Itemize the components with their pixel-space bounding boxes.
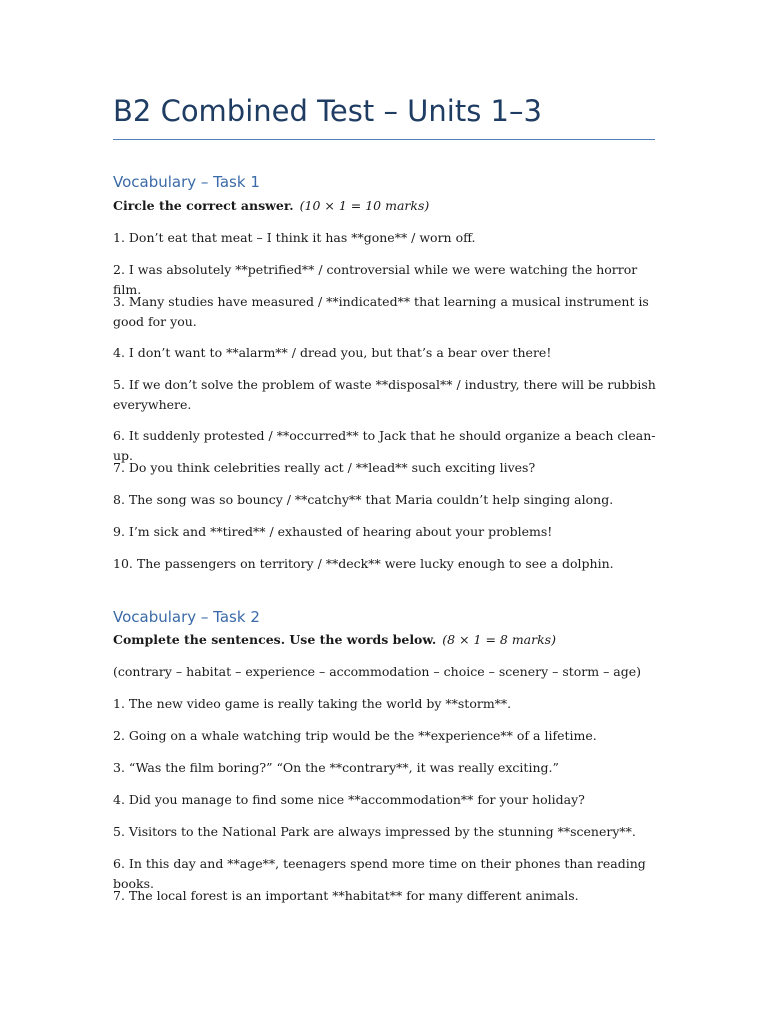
task2-item: 4. Did you manage to find some nice **accommodation** for your holiday?: [113, 792, 585, 807]
task2-word-bank: (contrary – habitat – experience – accommodation – choice – scenery – storm – age): [113, 664, 642, 679]
task1-item: 8. The song was so bouncy / **catchy** that Maria couldn’t help singing along.: [113, 492, 614, 507]
task1-item: 1. Don’t eat that meat – I think it has **gone** / worn off.: [113, 230, 476, 245]
task2-item: 2. Going on a whale watching trip would be the **experience** of a lifetime.: [113, 728, 597, 743]
title-divider: [113, 139, 655, 140]
task1-item: 3. Many studies have measured / **indicated** that learning a musical instrument is good for you.: [113, 294, 649, 329]
task2-item: 1. The new video game is really taking the world by **storm**.: [113, 696, 512, 711]
task2-item: 3. “Was the film boring?” “On the **contrary**, it was really exciting.”: [113, 760, 559, 775]
task2-marks: (8 × 1 = 8 marks): [442, 632, 556, 647]
task2-item: 5. Visitors to the National Park are always impressed by the stunning **scenery**.: [113, 824, 636, 839]
task1-item: 7. Do you think celebrities really act / **lead** such exciting lives?: [113, 460, 536, 475]
task1-item: 10. The passengers on territory / **deck** were lucky enough to see a dolphin.: [113, 556, 614, 571]
task2-item: 7. The local forest is an important **habitat** for many different animals.: [113, 888, 579, 903]
task1-item: 2. I was absolutely **petrified** / controversial while we were watching the horror film.: [113, 262, 638, 297]
page-title: B2 Combined Test – Units 1–3: [113, 94, 542, 128]
task1-heading: Vocabulary – Task 1: [113, 173, 260, 191]
task1-item: 5. If we don’t solve the problem of waste **disposal** / industry, there will be rubbish everywhere.: [113, 377, 656, 412]
task2-item: 6. In this day and **age**, teenagers spend more time on their phones than reading books.: [113, 856, 646, 891]
task1-marks: (10 × 1 = 10 marks): [299, 198, 430, 213]
task2-instruction-line: [113, 632, 556, 647]
task1-item: 4. I don’t want to **alarm** / dread you, but that’s a bear over there!: [113, 345, 552, 360]
task2-heading: Vocabulary – Task 2: [113, 608, 260, 626]
task1-item: 6. It suddenly protested / **occurred** to Jack that he should organize a beach clean-up.: [113, 428, 656, 463]
task2-instruction: Complete the sentences. Use the words below.: [113, 632, 437, 647]
task1-instruction: Circle the correct answer.: [113, 198, 294, 213]
task1-instruction-line: [113, 198, 429, 213]
task1-item: 9. I’m sick and **tired** / exhausted of hearing about your problems!: [113, 524, 553, 539]
